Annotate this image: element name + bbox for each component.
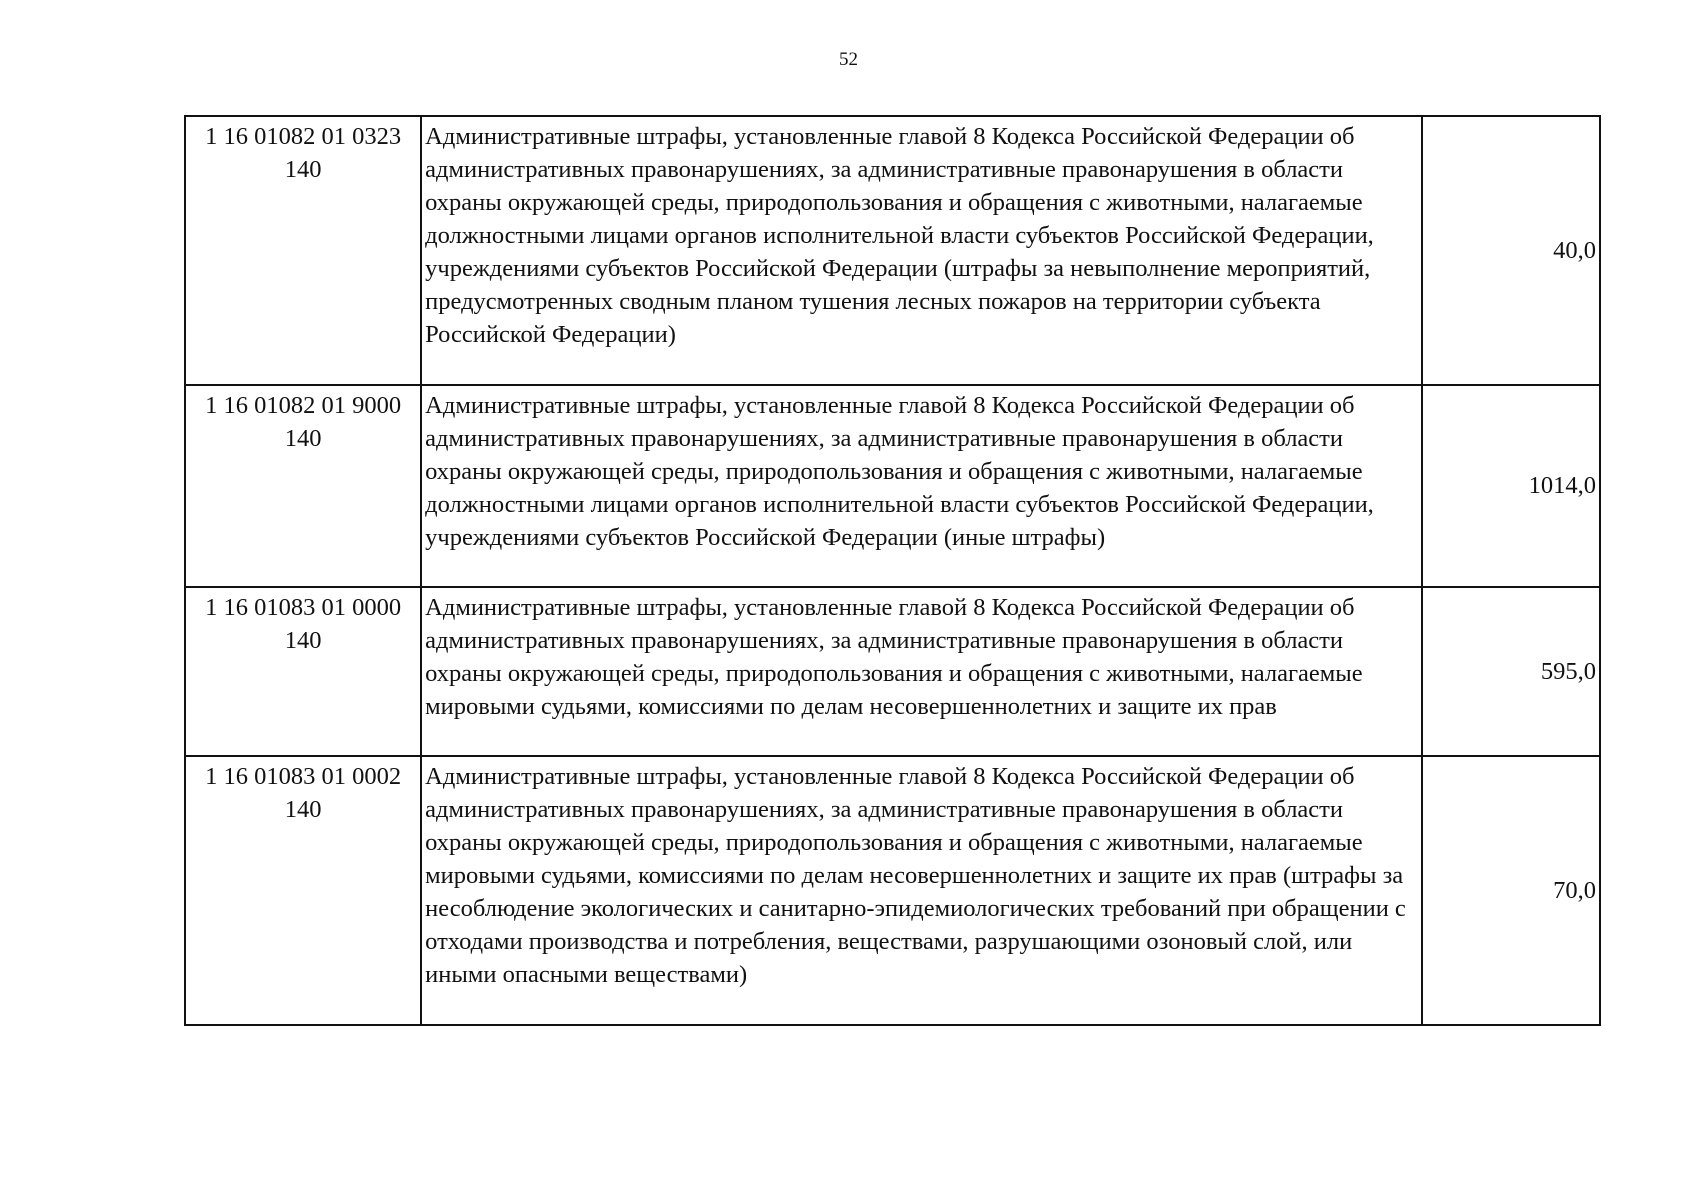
table-row	[185, 385, 1600, 587]
revenue-code-suffix: 140	[284, 156, 322, 183]
budget-revenue-table	[184, 115, 1601, 1026]
revenue-code-cell	[185, 116, 421, 385]
revenue-code: 1 16 01082 01 0323	[205, 123, 402, 150]
revenue-amount: 595,0	[1422, 587, 1600, 756]
revenue-code-cell	[185, 587, 421, 756]
revenue-amount: 1014,0	[1422, 385, 1600, 587]
revenue-code: 1 16 01083 01 0000	[205, 594, 402, 621]
revenue-code-suffix: 140	[284, 796, 322, 823]
revenue-code-suffix: 140	[284, 425, 322, 452]
revenue-code-cell	[185, 756, 421, 1025]
revenue-description: Административные штрафы, установленные главой 8 Кодекса Российской Федерации об административных правонарушениях, за административные правонарушения в области охраны окружающей среды, природопользования и обращения с животными, налагаемые должностными лицами органов исполнительной власти субъектов Российской Федерации, учреждениями субъектов Российской Федерации (штрафы за невыполнение мероприятий, предусмотренных сводным планом тушения лесных пожаров на территории субъекта Российской Федерации)	[421, 116, 1422, 385]
revenue-code: 1 16 01083 01 0002	[205, 763, 402, 790]
revenue-code-suffix: 140	[284, 627, 322, 654]
table-row	[185, 756, 1600, 1025]
revenue-amount: 70,0	[1422, 756, 1600, 1025]
budget-table-container	[184, 115, 1601, 1026]
table-row	[185, 587, 1600, 756]
revenue-code-cell	[185, 385, 421, 587]
page-number: 52	[839, 49, 858, 70]
revenue-amount: 40,0	[1422, 116, 1600, 385]
revenue-description: Административные штрафы, установленные главой 8 Кодекса Российской Федерации об административных правонарушениях, за административные правонарушения в области охраны окружающей среды, природопользования и обращения с животными, налагаемые должностными лицами органов исполнительной власти субъектов Российской Федерации, учреждениями субъектов Российской Федерации (иные штрафы)	[421, 385, 1422, 587]
revenue-description: Административные штрафы, установленные главой 8 Кодекса Российской Федерации об административных правонарушениях, за административные правонарушения в области охраны окружающей среды, природопользования и обращения с животными, налагаемые мировыми судьями, комиссиями по делам несовершеннолетних и защите их прав (штрафы за несоблюдение экологических и санитарно-эпидемиологических требований при обращении с отходами производства и потребления, веществами, разрушающими озоновый слой, или иными опасными веществами)	[421, 756, 1422, 1025]
revenue-code: 1 16 01082 01 9000	[205, 392, 402, 419]
revenue-description: Административные штрафы, установленные главой 8 Кодекса Российской Федерации об административных правонарушениях, за административные правонарушения в области охраны окружающей среды, природопользования и обращения с животными, налагаемые мировыми судьями, комиссиями по делам несовершеннолетних и защите их прав	[421, 587, 1422, 756]
table-row	[185, 116, 1600, 385]
